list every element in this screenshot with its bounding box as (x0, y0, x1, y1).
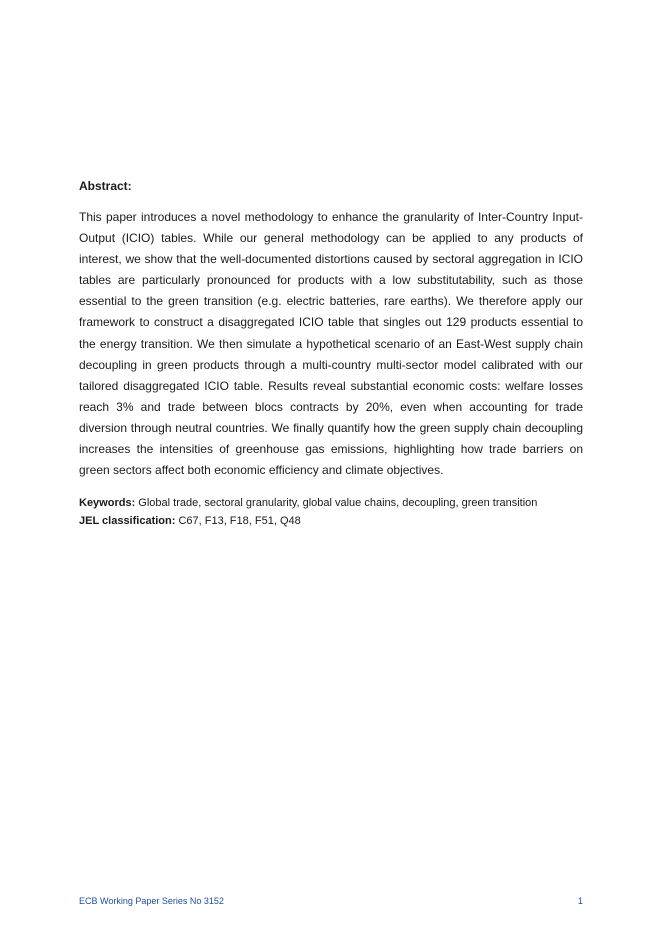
page-footer (79, 895, 583, 907)
jel-classification-label: JEL classification: (79, 515, 176, 527)
jel-classification-line (79, 514, 583, 529)
footer-page-number: 1 (577, 896, 583, 906)
footer-series-title: ECB Working Paper Series No 3152 (79, 896, 224, 906)
jel-classification-value: C67, F13, F18, F51, Q48 (175, 515, 301, 527)
keywords-value: Global trade, sectoral granularity, global value chains, decoupling, green transition (135, 497, 538, 509)
keywords-label: Keywords: (79, 497, 136, 509)
abstract-heading: Abstract: (79, 179, 132, 193)
keywords-line (79, 496, 583, 511)
abstract-body: This paper introduces a novel methodology to enhance the granularity of Inter-Country Input-Output (ICIO) tables. While our general methodology can be applied to any products of interest, we show that the well-documented distortions caused by sectoral aggregation in ICIO tables are particularly pronounced for products with a low substitutability, such as those essential to the green transition (e.g. electric batteries, rare earths). We therefore apply our framework to construct a disaggregated ICIO table that singles out 129 products essential to the energy transition. We then simulate a hypothetical scenario of an East-West supply chain decoupling in green products through a multi-country multi-sector model calibrated with our tailored disaggregated ICIO table. Results reveal substantial economic costs: welfare losses reach 3% and trade between blocs contracts by 20%, even when accounting for trade diversion through neutral countries. We finally quantify how the green supply chain decoupling increases the intensities of greenhouse gas emissions, highlighting how trade barriers on green sectors affect both economic efficiency and climate objectives. (79, 210, 583, 478)
